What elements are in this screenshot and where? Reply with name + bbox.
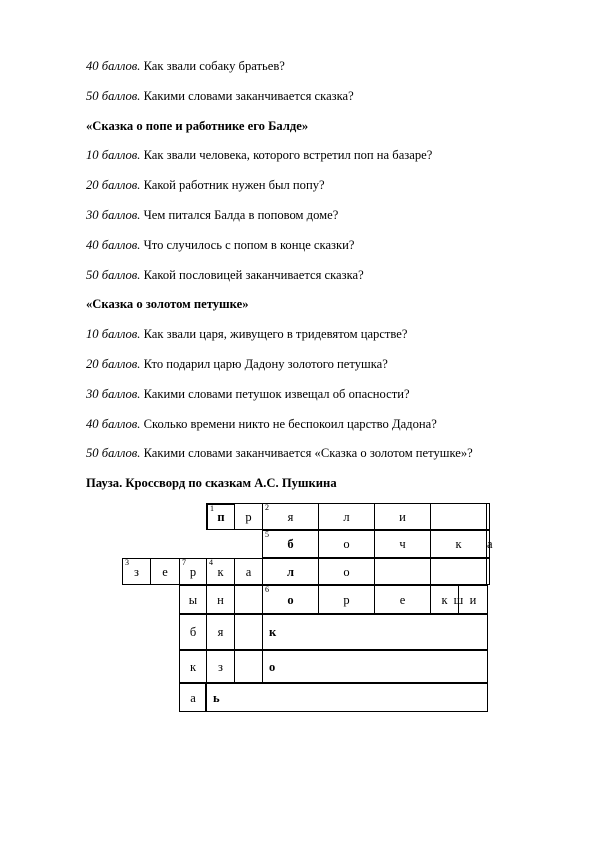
crossword-cell	[430, 530, 486, 558]
crossword-letter: и	[469, 592, 477, 607]
crossword-letter: л	[343, 509, 350, 524]
crossword-letter: и	[399, 509, 406, 524]
crossword-letter: к	[189, 659, 197, 674]
points-label: 30 баллов.	[86, 208, 141, 222]
crossword-cell	[179, 650, 206, 683]
points-label: 20 баллов.	[86, 178, 141, 193]
crossword-clue-number: 5	[265, 530, 269, 539]
crossword-letter: о	[269, 659, 276, 674]
crossword-cell	[262, 650, 488, 683]
crossword-cell	[374, 503, 430, 530]
crossword-letter: о	[343, 537, 350, 551]
crossword-cell	[486, 530, 493, 558]
crossword-cell	[374, 585, 430, 614]
crossword-cell	[234, 503, 262, 530]
question-line	[86, 267, 364, 283]
crossword-letter: б	[189, 625, 197, 639]
crossword-letter: к	[217, 564, 224, 579]
crossword-cell	[262, 558, 318, 585]
question-line	[86, 356, 388, 372]
question-text: Как звали собаку братьев?	[140, 59, 285, 73]
crossword-cell	[179, 683, 206, 712]
crossword-clue-number: 6	[265, 585, 269, 594]
question-line	[86, 207, 338, 223]
crossword-cell	[234, 614, 262, 650]
question-text: Какими словами заканчивается сказка?	[140, 88, 354, 103]
question-text: Что случилось с попом в конце сказки?	[140, 237, 355, 252]
crossword-letter: ч	[399, 537, 406, 551]
crossword-letter: о	[287, 592, 294, 607]
question-line	[86, 445, 473, 461]
crossword-cell	[179, 558, 206, 585]
crossword-letter: б	[287, 537, 294, 551]
crossword-letter: р	[245, 509, 252, 524]
crossword-cell	[206, 683, 488, 712]
crossword-letter: н	[217, 592, 224, 607]
crossword-letter: ш	[453, 592, 464, 607]
crossword-cell	[430, 585, 458, 614]
question-text: Чем питался Балда в поповом доме?	[140, 208, 339, 222]
crossword-letter: ь	[213, 690, 220, 705]
points-label: 30 баллов.	[86, 386, 141, 401]
crossword-letter: о	[343, 564, 350, 579]
crossword-cell	[179, 614, 206, 650]
question-line	[86, 177, 325, 193]
question-line	[86, 386, 410, 402]
crossword-cell	[486, 503, 490, 530]
crossword-cell	[262, 614, 488, 650]
crossword-letter: к	[269, 625, 277, 639]
points-label: 10 баллов.	[86, 327, 141, 342]
crossword-letter: п	[217, 510, 225, 524]
points-label: 40 баллов.	[86, 237, 141, 252]
points-label: 50 баллов.	[86, 446, 141, 461]
crossword-letter: л	[286, 564, 294, 579]
crossword-cell	[318, 503, 374, 530]
question-line	[86, 416, 437, 432]
crossword-cell	[430, 558, 486, 585]
question-line	[86, 237, 354, 253]
points-label: 40 баллов.	[86, 416, 141, 431]
crossword-letter: к	[455, 537, 462, 551]
question-text: Как звали царя, живущего в тридевятом царстве?	[140, 327, 408, 342]
crossword-cell	[262, 503, 318, 530]
question-line	[86, 326, 408, 342]
section-heading: «Сказка о попе и работнике его Балде»	[86, 118, 309, 133]
question-text: Какими словами петушок извещал об опасности?	[140, 386, 410, 401]
crossword-cell	[206, 585, 234, 614]
crossword-clue-number: 7	[182, 558, 186, 567]
crossword-letter: а	[487, 537, 493, 551]
crossword-thick-divider	[205, 683, 207, 712]
crossword-cell	[262, 530, 318, 558]
crossword-clue-number: 1	[210, 504, 214, 513]
crossword-cell	[430, 585, 486, 614]
crossword-cell	[206, 650, 234, 683]
crossword-cell	[318, 558, 374, 585]
question-text: Сколько времени никто не беспокоил царство Дадона?	[140, 416, 437, 431]
crossword-cell	[486, 558, 490, 585]
crossword-letter: я	[217, 625, 224, 639]
crossword-letter: а	[190, 690, 196, 705]
section-heading: «Сказка о золотом петушке»	[86, 297, 249, 312]
question-line	[86, 58, 285, 74]
crossword-cell	[234, 650, 262, 683]
question-line	[86, 147, 432, 163]
points-label: 20 баллов.	[86, 357, 141, 371]
crossword-cell	[206, 503, 234, 530]
points-label: 40 баллов.	[86, 59, 141, 73]
crossword-cell	[179, 585, 206, 614]
crossword-letter: ы	[188, 592, 198, 607]
crossword-letter: р	[189, 564, 197, 579]
crossword-cell	[318, 585, 374, 614]
question-text: Какой работник нужен был попу?	[140, 178, 325, 193]
question-line	[86, 88, 354, 104]
crossword-cell	[458, 585, 488, 614]
crossword-cell	[262, 585, 318, 614]
question-text: Как звали человека, которого встретил поп на базаре?	[140, 148, 433, 163]
question-text: Какой пословицей заканчивается сказка?	[140, 267, 364, 282]
crossword-cell	[430, 503, 486, 530]
crossword-cell	[206, 558, 234, 585]
crossword-cell	[234, 585, 262, 614]
crossword-cell	[206, 614, 234, 650]
crossword-cell	[318, 530, 374, 558]
crossword-letter: з	[134, 564, 139, 579]
crossword-letter: я	[287, 509, 294, 524]
question-text: Кто подарил царю Дадону золотого петушка?	[140, 357, 388, 371]
crossword-cell	[374, 530, 430, 558]
crossword-letter: е	[399, 592, 406, 607]
crossword-clue-number: 3	[125, 558, 129, 567]
crossword-cell	[374, 558, 430, 585]
crossword-letter: з	[218, 659, 223, 674]
crossword-letter: а	[245, 564, 252, 579]
question-text: Какими словами заканчивается «Сказка о золотом петушке»?	[140, 446, 473, 461]
crossword-letter: е	[162, 564, 168, 579]
crossword-letter: р	[343, 592, 350, 607]
crossword-letter: к	[441, 592, 448, 607]
crossword-cell	[122, 558, 150, 585]
points-label: 10 баллов.	[86, 148, 141, 163]
points-label: 50 баллов.	[86, 267, 141, 282]
crossword-cell	[234, 558, 262, 585]
section-heading: Пауза. Кроссворд по сказкам А.С. Пушкина	[86, 476, 337, 491]
crossword-clue-number: 4	[209, 558, 213, 567]
crossword-cell	[150, 558, 179, 585]
points-label: 50 баллов.	[86, 88, 141, 103]
crossword-clue-number: 2	[265, 503, 269, 512]
